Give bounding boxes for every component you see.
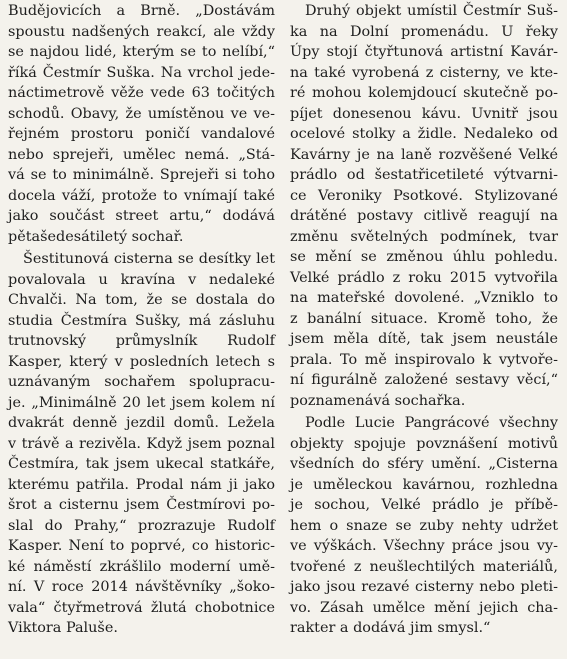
text-line: ké náměstí zkrášlilo moderní umě- — [8, 558, 275, 575]
text-line: kterému patřila. Prodal nám ji jako — [8, 476, 275, 493]
text-line: Kasper, který v posledních letech s — [8, 353, 275, 370]
text-line: Budějovicích a Brně. „Dostávám — [8, 3, 275, 19]
paragraph — [8, 249, 275, 639]
text-line: jako součást street artu,“ dodává — [8, 208, 275, 224]
text-line: studia Čestmíra Sušky, má zásluhu — [8, 312, 275, 329]
text-line: dvakrát denně jezdil domů. Ležela — [8, 415, 275, 431]
text-line: ré mohou kolemjdoucí skutečně po- — [290, 85, 558, 101]
text-line: Šestitunová cisterna se desítky let — [23, 251, 275, 267]
text-line: píjet donesenou kávu. Uvnitř jsou — [290, 105, 558, 122]
text-line: náctimetrově věže vede 63 točitých — [8, 85, 275, 101]
text-line: ní figurálně založené sestavy věcí,“ — [290, 372, 558, 388]
text-line: šrot a cisternu jsem Čestmírovi po- — [8, 497, 275, 513]
paragraph — [8, 1, 275, 247]
left-column — [8, 1, 275, 639]
text-line: tvořené z neušlechtilých materiálů, — [290, 558, 558, 575]
paragraph — [290, 413, 558, 639]
text-line: povalovala u kravína v nedaleké — [8, 271, 275, 288]
text-line: trutnovský průmyslník Rudolf — [8, 333, 275, 349]
text-line: změnu světelných podmínek, tvar — [290, 228, 558, 245]
text-line: říká Čestmír Suška. Na vrchol jede- — [8, 64, 275, 81]
text-line: hem o snaze se zuby nehty udržet — [290, 517, 558, 534]
right-column — [290, 1, 558, 639]
text-line: ce Veroniky Psotkové. Stylizované — [290, 187, 558, 204]
text-line: řejném prostoru poničí vandalové — [8, 126, 275, 142]
text-line: Chvalči. Na tom, že se dostala do — [8, 292, 275, 308]
text-line: Druhý objekt umístil Čestmír Suš- — [305, 3, 558, 19]
text-line: ka na Dolní promenádu. U řeky — [290, 23, 558, 40]
text-line: všedních do sféry umění. „Cisterna — [290, 456, 558, 472]
paragraph — [290, 1, 558, 411]
text-line: na také vyrobená z cisterny, ve kte- — [290, 64, 558, 81]
text-line: Čestmíra, tak jsem ukecal statkáře, — [8, 456, 275, 472]
text-line: je. „Minimálně 20 let jsem kolem ní — [8, 394, 275, 411]
text-line: poznamenává sochařka. — [290, 392, 466, 409]
text-line: uznávaným sochařem spolupracu- — [8, 374, 275, 390]
text-line: nebo sprejeři, umělec nemá. „Stá- — [8, 146, 275, 163]
text-line: vala“ čtyřmetrová žlutá chobotnice — [8, 599, 275, 616]
text-line: objekty spojuje povznášení motivů — [290, 435, 558, 452]
text-line: Velké prádlo z roku 2015 vytvořila — [290, 269, 558, 286]
text-line: drátěné postavy citlivě reagují na — [290, 208, 558, 224]
text-line: prala. To mě inspirovalo k vytvoře- — [290, 351, 558, 368]
text-line: Viktora Paluše. — [8, 620, 118, 636]
text-line: vá se to minimálně. Sprejeři si toho — [8, 167, 275, 183]
text-line: jsem měla dítě, tak jsem neustále — [290, 331, 558, 347]
text-line: je sochou, Velké prádlo je příbě- — [290, 497, 558, 513]
text-line: docela váží, protože to vnímají také — [8, 187, 275, 204]
text-line: jako jsou rezavé cisterny nebo pleti- — [290, 579, 558, 595]
text-line: prádlo od šestatřicetileté výtvarni- — [290, 167, 558, 183]
text-line: z banální situace. Kromě toho, že — [290, 310, 558, 327]
text-line: rakter a dodává jim smysl.“ — [290, 620, 491, 636]
text-line: pětašedesátiletý sochař. — [8, 228, 184, 245]
text-line: spoustu nadšených reakcí, ale vždy — [8, 23, 275, 40]
text-line: vo. Zásah umělce mění jejich cha- — [290, 599, 558, 616]
text-line: na mateřské dovolené. „Vzniklo to — [290, 290, 558, 306]
text-line: schodů. Obavy, že umístěnou ve ve- — [8, 105, 275, 122]
text-line: Podle Lucie Pangrácové všechny — [305, 415, 558, 431]
text-line: v trávě a rezivěla. Když jsem poznal — [8, 435, 275, 452]
text-line: je uměleckou kavárnou, rozhledna — [290, 476, 558, 493]
text-line: Kavárny je na laně rozvěšené Velké — [290, 146, 558, 163]
text-line: se mění se změnou úhlu pohledu. — [290, 249, 558, 265]
text-line: slal do Prahy,“ prozrazuje Rudolf — [8, 517, 275, 534]
text-line: Úpy stojí čtyřtunová artistní Kavár- — [290, 44, 558, 60]
text-line: se najdou lidé, kterým se to nelíbí,“ — [8, 44, 275, 60]
text-line: Kasper. Není to poprvé, co historic- — [8, 538, 275, 554]
text-line: ocelové stolky a židle. Nedaleko od — [290, 126, 558, 142]
text-line: ní. V roce 2014 návštěvníky „šoko- — [8, 579, 275, 595]
text-line: ve výškách. Všechny práce jsou vy- — [290, 538, 558, 554]
